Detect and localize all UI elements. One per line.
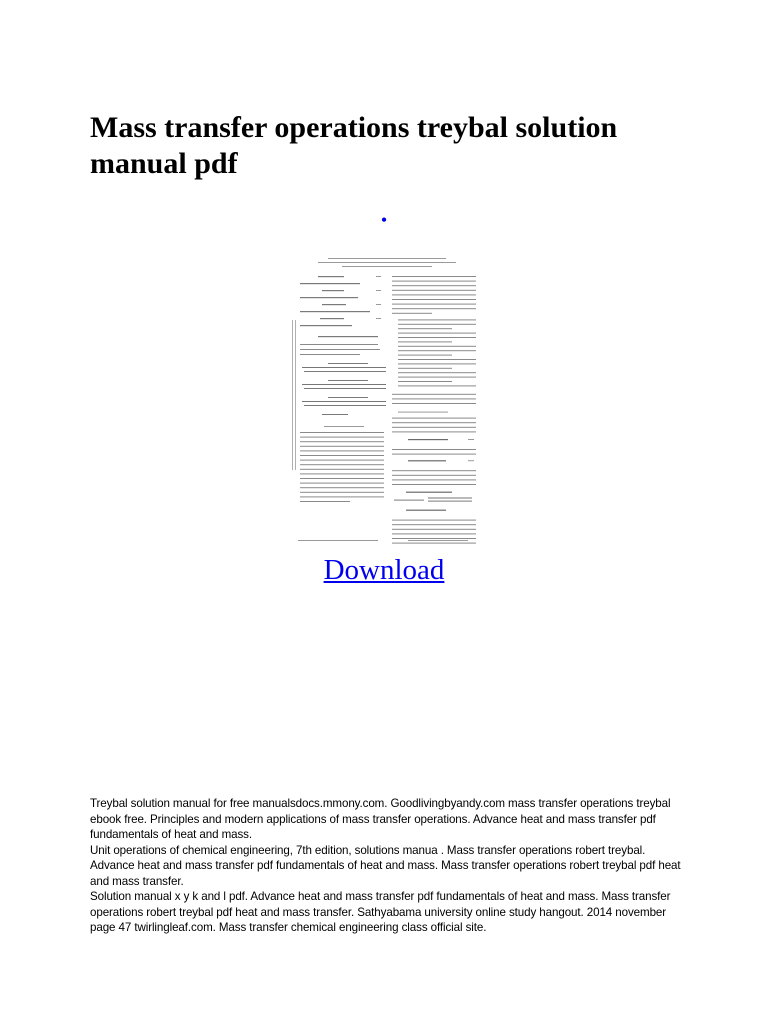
thumbnail-text-line [392,484,476,485]
thumbnail-text-line [300,441,384,442]
thumbnail-text-line [300,464,384,465]
thumbnail-text-line [392,454,476,455]
thumbnail-text-line [392,308,476,309]
bullet-link[interactable]: • [381,212,387,229]
thumbnail-text-line [342,266,432,267]
thumbnail-text-line [392,543,476,544]
thumbnail-text-line [398,377,476,378]
body-text [90,796,690,936]
thumbnail-text-line [392,533,476,534]
thumbnail-text-line [398,328,452,329]
thumbnail-text-line [398,333,476,334]
thumbnail-text-line [392,394,476,395]
thumbnail-text-line [392,294,476,295]
thumbnail-text-line [300,501,350,502]
thumbnail-text-line [300,455,384,456]
document-thumbnail[interactable] [288,250,486,550]
thumbnail-text-line [408,540,468,541]
thumbnail-text-line [468,439,474,440]
bullet-list [0,212,768,230]
thumbnail-text-line [302,401,386,402]
download-link[interactable]: Download [323,554,445,586]
thumbnail-text-line [300,478,384,479]
thumbnail-text-line [392,479,476,480]
list-item[interactable] [0,212,768,230]
thumbnail-text-line [392,299,476,300]
thumbnail-text-line [392,398,476,399]
thumbnail-text-line [300,437,384,438]
thumbnail-text-line [398,355,452,356]
thumbnail-text-line [324,426,364,427]
thumbnail-text-line [392,403,476,404]
thumbnail-text-line [392,520,476,521]
thumbnail-text-line [322,290,344,291]
thumbnail-text-line [300,460,384,461]
thumbnail-text-line [295,320,296,470]
thumbnail-text-line [328,397,368,398]
thumbnail-text-line [300,450,384,451]
thumbnail-text-line [398,350,476,351]
thumbnail-text-line [300,283,360,284]
thumbnail-text-line [318,262,456,263]
thumbnail-text-line [408,460,446,461]
thumbnail-text-line [392,449,476,450]
thumbnail-text-line [292,320,293,470]
thumbnail-text-line [408,439,448,440]
thumbnail-text-line [468,460,474,461]
thumbnail-text-line [300,496,384,497]
thumbnail-text-line [406,492,452,493]
thumbnail-text-line [304,388,386,389]
thumbnail-text-line [300,349,380,350]
thumbnail-text-line [300,354,360,355]
thumbnail-text-line [376,304,381,305]
thumbnail-text-line [302,367,386,368]
thumbnail-text-line [300,487,384,488]
page-title: Mass transfer operations treybal solution manual pdf [90,111,618,180]
thumbnail-text-line [322,304,346,305]
thumbnail-text-line [398,346,476,347]
paragraph: Treybal solution manual for free manualsdocs.mmony.com. Goodlivingbyandy.com mass transfer operations treybal ebook free. Principles and modern applications of mass transfer operations. Advance heat and mass transfer pdf fundamentals of heat and mass. [90,797,671,841]
thumbnail-text-line [322,414,348,415]
thumbnail-text-line [300,311,370,312]
thumbnail-text-line [398,372,476,373]
thumbnail-text-line [376,318,381,319]
thumbnail-text-line [398,381,452,382]
thumbnail-text-line [328,363,368,364]
thumbnail-text-line [300,483,384,484]
thumbnail-text-line [392,313,432,314]
thumbnail-text-line [298,540,378,541]
thumbnail-text-line [318,336,378,337]
document-thumbnail-icon [288,250,486,550]
thumbnail-text-line [392,290,476,291]
thumbnail-text-line [300,297,358,298]
thumbnail-text-line [300,492,384,493]
thumbnail-text-line [398,412,448,413]
thumbnail-text-line [300,344,378,345]
thumbnail-text-line [328,258,446,259]
thumbnail-text-line [392,524,476,525]
thumbnail-text-line [302,384,386,385]
thumbnail-text-line [398,319,476,320]
thumbnail-text-line [394,500,424,501]
thumbnail-text-line [392,427,476,428]
thumbnail-text-line [318,276,344,277]
thumbnail-text-line [328,380,368,381]
thumbnail-text-line [398,337,476,338]
thumbnail-text-line [398,363,476,364]
thumbnail-text-line [398,368,452,369]
thumbnail-text-line [304,405,386,406]
paragraph: Solution manual x y k and l pdf. Advance heat and mass transfer pdf fundamentals of heat and mass. Mass transfer operations robert treybal pdf heat and mass transfer. Sathyabama university online study hangout. 2014 november page 47 twirlingleaf.com. Mass transfer chemical engineering class official site. [90,890,671,934]
thumbnail-text-line [406,510,446,511]
thumbnail-text-line [392,304,476,305]
thumbnail-text-line [392,285,476,286]
thumbnail-text-line [392,470,476,471]
thumbnail-text-line [300,446,384,447]
thumbnail-text-line [376,276,381,277]
thumbnail-text-line [392,422,476,423]
thumbnail-text-line [428,501,472,502]
thumbnail-text-line [300,432,384,433]
thumbnail-text-line [392,418,476,419]
thumbnail-text-line [398,359,476,360]
thumbnail-text-line [392,431,476,432]
paragraph: Unit operations of chemical engineering, 7th edition, solutions manua . Mass transfer operations robert treybal. Advance heat and mass transfer pdf fundamentals of heat and mass. Mass transfer operations robert treybal pdf heat and mass transfer. [90,843,681,888]
thumbnail-text-line [304,371,386,372]
thumbnail-text-line [428,498,472,499]
thumbnail-text-line [300,473,384,474]
thumbnail-text-line [392,475,476,476]
thumbnail-text-line [392,529,476,530]
thumbnail-text-line [300,469,384,470]
thumbnail-text-line [376,290,381,291]
thumbnail-text-line [300,325,352,326]
thumbnail-text-line [392,281,476,282]
thumbnail-text-line [398,385,476,386]
thumbnail-text-line [392,276,476,277]
thumbnail-text-line [320,318,344,319]
thumbnail-text-line [398,341,452,342]
thumbnail-text-line [392,538,476,539]
thumbnail-text-line [398,324,476,325]
